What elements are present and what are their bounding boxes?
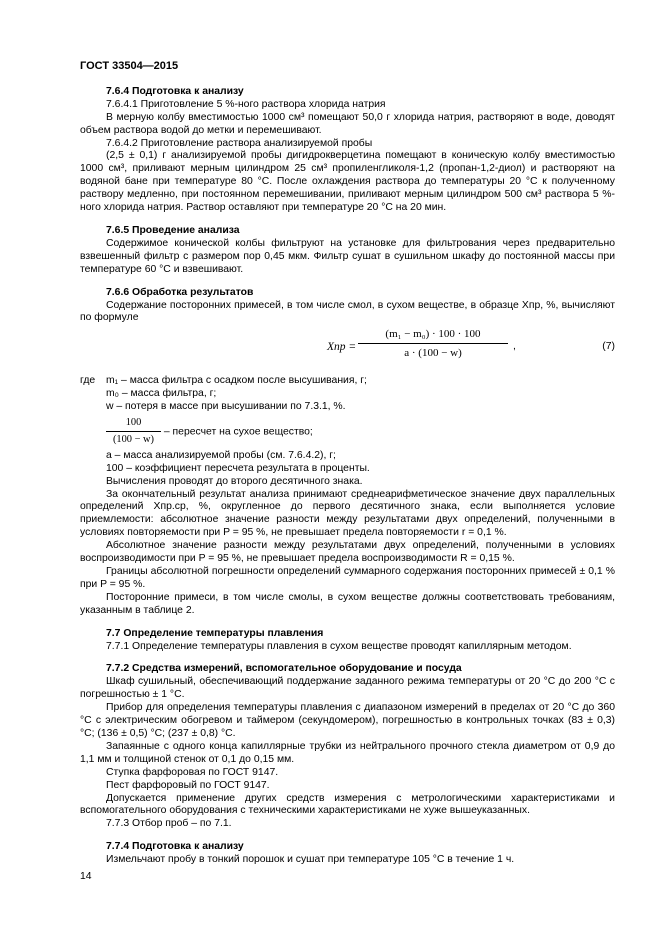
where-item-text: – пересчет на сухое вещество;	[163, 426, 313, 438]
where-item: m₁ – масса фильтра с осадком после высушивания, г;	[106, 375, 367, 387]
paragraph: Измельчают пробу в тонкий порошок и сушат при температуре 105 °С в течение 1 ч.	[106, 854, 515, 866]
where-item-fraction	[106, 417, 615, 447]
section-heading-7-7-4: 7.7.4 Подготовка к анализу	[106, 841, 244, 853]
small-fraction-numerator: 100	[106, 417, 161, 432]
section-heading-7-6-6: 7.6.6 Обработка результатов	[106, 286, 254, 298]
section-heading-7-7: 7.7 Определение температуры плавления	[106, 627, 324, 639]
paragraph: Содержание посторонних примесей, в том числе смол, в сухом веществе, в образце Xпр, %, вычисляют по формуле	[80, 299, 615, 324]
section-heading-7-6-4: 7.6.4 Подготовка к анализу	[106, 85, 244, 97]
paragraph: Шкаф сушильный, обеспечивающий поддержание заданного режима температуры от 20 °С до 200 °С с погрешностью ± 1 °С.	[80, 676, 615, 701]
paragraph: Посторонние примеси, в том числе смолы, в сухом веществе должны соответствовать требованиям, указанным в таблице 2.	[80, 591, 615, 616]
section-heading-7-6-5: 7.6.5 Проведение анализа	[106, 224, 240, 236]
paragraph: Запаянные с одного конца капиллярные трубки из нейтрального прочного стекла диаметром от 0,9 до 1,1 мм и толщиной стенок от 0,1 до 0,15 мм.	[80, 740, 615, 765]
small-fraction	[106, 417, 161, 447]
where-item: 100 – коэффициент пересчета результата в проценты.	[106, 462, 370, 474]
paragraph: Границы абсолютной погрешности определений суммарного содержания посторонних примесей ± 0,1 % при P = 95 %.	[80, 566, 615, 590]
small-fraction-denominator: (100 − w)	[112, 433, 155, 445]
paragraph: 7.6.4.1 Приготовление 5 %-ного раствора хлорида натрия	[106, 98, 386, 110]
paragraph: Содержимое конической колбы фильтруют на установке для фильтрования через предварительно взвешенный фильтр с размером пор 0,45 мкм. Фильтр сушат в сушильном шкафу до постоянной массы при температуре 60 °С и взвешивают.	[80, 237, 615, 275]
where-item: w – потеря в массе при высушивании по 7.3.1, %.	[106, 401, 346, 413]
paragraph: В мерную колбу вместимостью 1000 см³ помещают 50,0 г хлорида натрия, растворяют в воде, доводят объем раствора водой до метки и перемешивают.	[80, 111, 615, 136]
where-list	[80, 375, 615, 475]
formula-fraction	[358, 328, 508, 360]
document-page	[80, 60, 615, 867]
paragraph: 7.6.4.2 Приготовление раствора анализируемой пробы	[106, 137, 373, 149]
paragraph: Пест фарфоровый по ГОСТ 9147.	[106, 779, 270, 791]
paragraph: Прибор для определения температуры плавления с диапазоном измерений в пределах от 20 °С до 360 °С с электрическим обогревом и таймером (секундомером), погрешностью в контрольных точках (83 ± 0,3) °С; (136 ± 0,5) °С; (237 ± 0,8) °С.	[80, 702, 615, 739]
paragraph: Ступка фарфоровая по ГОСТ 9147.	[106, 766, 279, 778]
paragraph: Абсолютное значение разности между результатами двух определений, полученными в условиях воспроизводимости при P = 95 %, не превышает предела воспроизводимости R = 0,15 %.	[80, 540, 615, 565]
paragraph: Вычисления проводят до второго десятичного знака.	[106, 475, 363, 487]
where-label: где	[80, 375, 96, 387]
page-number: 14	[80, 871, 92, 882]
paragraph: Допускается применение других средств измерения с метрологическими характеристиками и вспомогательного оборудования с техническими характеристиками не хуже вышеуказанных.	[80, 792, 615, 817]
paragraph: За окончательный результат анализа принимают среднеарифметическое значение двух параллельных определений Xпр.ср, %, округленное до первого десятичного знака, если выполняется условие приемлемости: абсолютное значение разности между результатами двух определений, полученными в условиях повторяемости при P = 95 %, не превышает предела повторяемости r = 0,1 %.	[80, 488, 615, 539]
paragraph: (2,5 ± 0,1) г анализируемой пробы дигидрокверцетина помещают в коническую колбу вместимостью 1000 см³, приливают мерным цилиндром 25 см³ пропиленгликоля-1,2 (пропан-1,2-диол) и растворяют на водяной бане при температуре 80 °С. После охлаждения раствора до температуры 20 °С к полученному раствору медленно, при постоянном перемешивании, приливают мерным цилиндром 500 см³ раствора 5 %-ного хлорида натрия. Раствор оставляют при температуре 20 °С на 20 мин.	[80, 150, 615, 214]
paragraph: 7.7.3 Отбор проб – по 7.1.	[106, 818, 232, 830]
paragraph: 7.7.1 Определение температуры плавления в сухом веществе проводят капиллярным методом.	[106, 640, 572, 652]
formula-denominator: a · (100 − w)	[404, 347, 462, 360]
formula-7	[80, 328, 615, 372]
where-item: m₀ – масса фильтра, г;	[106, 388, 217, 400]
formula-number: (7)	[602, 341, 615, 353]
formula-comma: ,	[513, 341, 516, 353]
document-header: ГОСТ 33504—2015	[80, 60, 179, 72]
section-heading-7-7-2: 7.7.2 Средства измерений, вспомогательное оборудование и посуда	[106, 663, 462, 675]
formula-numerator: (m₁ − m₀) · 100 · 100	[358, 328, 508, 344]
formula-lhs: Xпр =	[327, 341, 357, 354]
where-item: a – масса анализируемой пробы (см. 7.6.4.2), г;	[106, 449, 336, 461]
